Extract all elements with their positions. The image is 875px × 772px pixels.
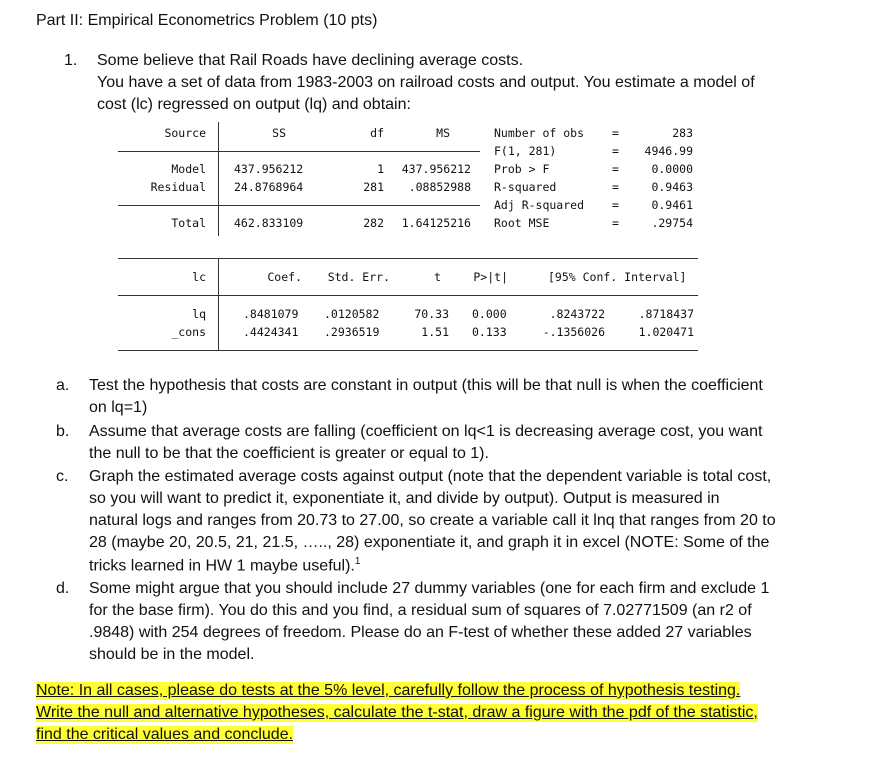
coef-header-coef: Coef. (267, 270, 302, 284)
coef-ci-high: .8718437 (638, 307, 694, 321)
coef-se: .2936519 (324, 325, 380, 339)
anova-df: 282 (363, 216, 384, 230)
part-text: for the base firm). You do this and you find, a residual sum of squares of 7.02771509 (an r2 of (89, 602, 752, 619)
anova-ms: 1.64125216 (401, 216, 471, 230)
stat-value: 0.9461 (651, 198, 693, 212)
coef-header-ci: [95% Conf. Interval] (548, 270, 687, 284)
part-label-d: d. (56, 580, 70, 597)
anova-ms: 437.956212 (401, 162, 471, 176)
anova-source: Residual (150, 180, 206, 194)
anova-ms: .08852988 (408, 180, 471, 194)
anova-df: 281 (363, 180, 384, 194)
stat-label: R-squared (494, 180, 557, 194)
part-text-line: tricks learned in HW 1 maybe useful). (89, 557, 355, 575)
coef-header-t: t (434, 270, 441, 284)
anova-header-source: Source (164, 126, 206, 140)
question-line: Some believe that Rail Roads have declining average costs. (97, 52, 524, 69)
coef-t: 1.51 (421, 325, 449, 339)
note-line: find the critical values and conclude. (36, 726, 294, 743)
coef-header-se: Std. Err. (327, 270, 390, 284)
table-divider (218, 122, 219, 236)
anova-header-df: df (370, 126, 384, 140)
part-text (89, 556, 360, 575)
anova-source: Model (171, 162, 206, 176)
stat-value: 283 (672, 126, 693, 140)
stat-eq: = (612, 144, 619, 158)
coef-value: .4424341 (243, 325, 299, 339)
stat-eq: = (612, 180, 619, 194)
part-text: .9848) with 254 degrees of freedom. Please do an F-test of whether these added 27 variables (89, 624, 752, 641)
part-text: Graph the estimated average costs against output (note that the dependent variable is total cost, (89, 468, 772, 485)
stat-value: 0.0000 (651, 162, 693, 176)
part-text: so you will want to predict it, exponentiate it, and divide by output). Output is measured in (89, 490, 720, 507)
coef-t: 70.33 (414, 307, 449, 321)
coef-p: 0.000 (472, 307, 507, 321)
coef-var: lq (192, 307, 206, 321)
question-line: cost (lc) regressed on output (lq) and obtain: (97, 96, 411, 113)
table-rule (118, 151, 480, 152)
part-text: Assume that average costs are falling (coefficient on lq<1 is decreasing average cost, you want (89, 423, 763, 440)
stat-value: 4946.99 (644, 144, 693, 158)
footnote-marker: 1 (354, 556, 361, 567)
part-text: Some might argue that you should include 27 dummy variables (one for each firm and exclude 1 (89, 580, 770, 597)
part-text: natural logs and ranges from 20.73 to 27.00, so create a variable call it lnq that ranges from 20 to (89, 512, 776, 529)
coef-value: .8481079 (243, 307, 299, 321)
stat-eq: = (612, 126, 619, 140)
page-title: Part II: Empirical Econometrics Problem (10 pts) (36, 12, 378, 29)
table-rule (118, 205, 480, 206)
part-label-b: b. (56, 423, 70, 440)
stat-eq: = (612, 216, 619, 230)
coef-header-var: lc (192, 270, 206, 284)
anova-source: Total (171, 216, 206, 230)
coef-ci-high: 1.020471 (638, 325, 694, 339)
question-number: 1. (64, 52, 78, 69)
part-text: should be in the model. (89, 646, 255, 663)
anova-ss: 24.8768964 (234, 180, 304, 194)
anova-ss: 437.956212 (234, 162, 304, 176)
coef-header-p: P>|t| (473, 270, 508, 284)
coef-var: _cons (171, 325, 206, 339)
stat-label: Number of obs (494, 126, 585, 140)
part-text: Test the hypothesis that costs are constant in output (this will be that null is when the coefficient (89, 377, 763, 394)
note-line: Note: In all cases, please do tests at the 5% level, carefully follow the process of hypothesis testing. (36, 682, 741, 699)
anova-ss: 462.833109 (234, 216, 304, 230)
stat-value: 0.9463 (651, 180, 693, 194)
coef-ci-low: -.1356026 (542, 325, 605, 339)
part-label-a: a. (56, 377, 70, 394)
anova-header-ms: MS (436, 126, 450, 140)
part-text: 28 (maybe 20, 20.5, 21, 21.5, ….., 28) exponentiate it, and graph it in excel (NOTE: Some of the (89, 534, 770, 551)
stat-label: Adj R-squared (494, 198, 585, 212)
table-rule (118, 350, 698, 351)
table-divider (218, 258, 219, 350)
part-label-c: c. (56, 468, 69, 485)
part-text: the null to be that the coefficient is greater or equal to 1). (89, 445, 489, 462)
coef-se: .0120582 (324, 307, 380, 321)
part-text: on lq=1) (89, 399, 148, 416)
stat-label: F(1, 281) (494, 144, 557, 158)
coef-ci-low: .8243722 (549, 307, 605, 321)
anova-df: 1 (377, 162, 384, 176)
stat-label: Prob > F (494, 162, 550, 176)
coef-p: 0.133 (472, 325, 507, 339)
table-rule (118, 295, 698, 296)
note-line: Write the null and alternative hypotheses, calculate the t-stat, draw a figure with the pdf of the statistic, (36, 704, 758, 721)
stat-eq: = (612, 162, 619, 176)
table-rule (118, 258, 698, 259)
stat-eq: = (612, 198, 619, 212)
stat-value: .29754 (651, 216, 693, 230)
stat-label: Root MSE (494, 216, 550, 230)
anova-header-ss: SS (272, 126, 286, 140)
question-line: You have a set of data from 1983-2003 on railroad costs and output. You estimate a model of (97, 74, 755, 91)
